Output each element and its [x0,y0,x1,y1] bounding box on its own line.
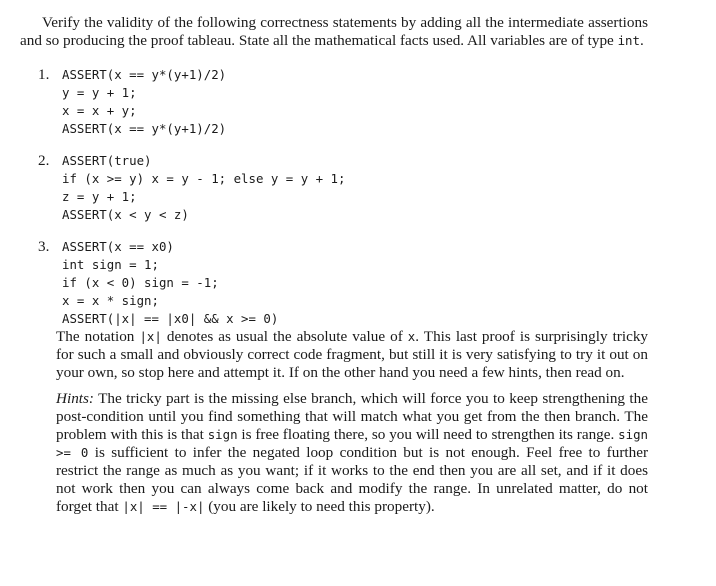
code-line: int sign = 1; [62,257,159,272]
code-line: ASSERT(x == x0) [62,239,174,254]
code-line: z = y + 1; [62,189,137,204]
hints-code: sign >= 0 [56,427,648,460]
hints-code: |x| == |-x| [122,499,205,514]
intro-tail: . [639,32,644,49]
hints-label: Hints: [56,390,94,407]
problem-3-discussion [56,328,648,516]
intro-text: Verify the validity of the following correctness statements by adding all the intermediate assertions and so producing the proof tableau. State all the mathematical facts used. All variables are of type [20,14,648,49]
problem-3 [38,238,649,516]
code-line: ASSERT(x == y*(y+1)/2) [62,121,227,136]
notation-paragraph [56,328,648,382]
code-line: ASSERT(|x| == |x0| && x >= 0) [62,311,279,326]
code-line: ASSERT(x < y < z) [62,207,189,222]
code-line: x = x + y; [62,103,137,118]
notation-text: The notation [56,328,140,345]
notation-code: x [407,329,416,344]
problem-2-number: 2. [38,152,50,169]
code-line: ASSERT(true) [62,153,152,168]
code-line: x = x * sign; [62,293,159,308]
problem-2 [38,152,648,224]
code-line: if (x < 0) sign = -1; [62,275,219,290]
hints-paragraph [56,390,648,516]
problem-1 [38,66,648,138]
hints-text: (you are likely to need this property). [204,498,435,515]
notation-text: denotes as usual the absolute value of [161,328,408,345]
hints-text: is free floating there, so you will need to strengthen its range. [237,426,619,443]
notation-text: . This last proof is surprisingly tricky for such a small and obviously correct code fragment, but still it is very satisfying to try it out on your own, so stop here and attempt it. If on the other hand you need a few hints, then read on. [56,328,649,381]
intro-type-code: int [617,33,640,48]
hints-text: is sufficient to infer the negated loop condition but is not enough. Feel free to further restrict the range as much as you want; if it works to the end then you are all set, and if it does not work then you can always come back and modify the range. In unrelated matter, do not forget that [56,444,649,515]
problem-3-number: 3. [38,238,50,255]
hints-text: The tricky part is the missing else branch, which will force you to keep strengthening the post-condition until you find something that will match what you get from the then branch. The problem with this is that [56,390,648,443]
notation-code: |x| [139,329,162,344]
problem-1-number: 1. [38,66,50,83]
code-line: y = y + 1; [62,85,137,100]
document-page [20,14,648,516]
code-line: ASSERT(x == y*(y+1)/2) [62,67,227,82]
intro-paragraph [20,14,648,50]
hints-code: sign [207,427,238,442]
code-line: if (x >= y) x = y - 1; else y = y + 1; [62,171,346,186]
